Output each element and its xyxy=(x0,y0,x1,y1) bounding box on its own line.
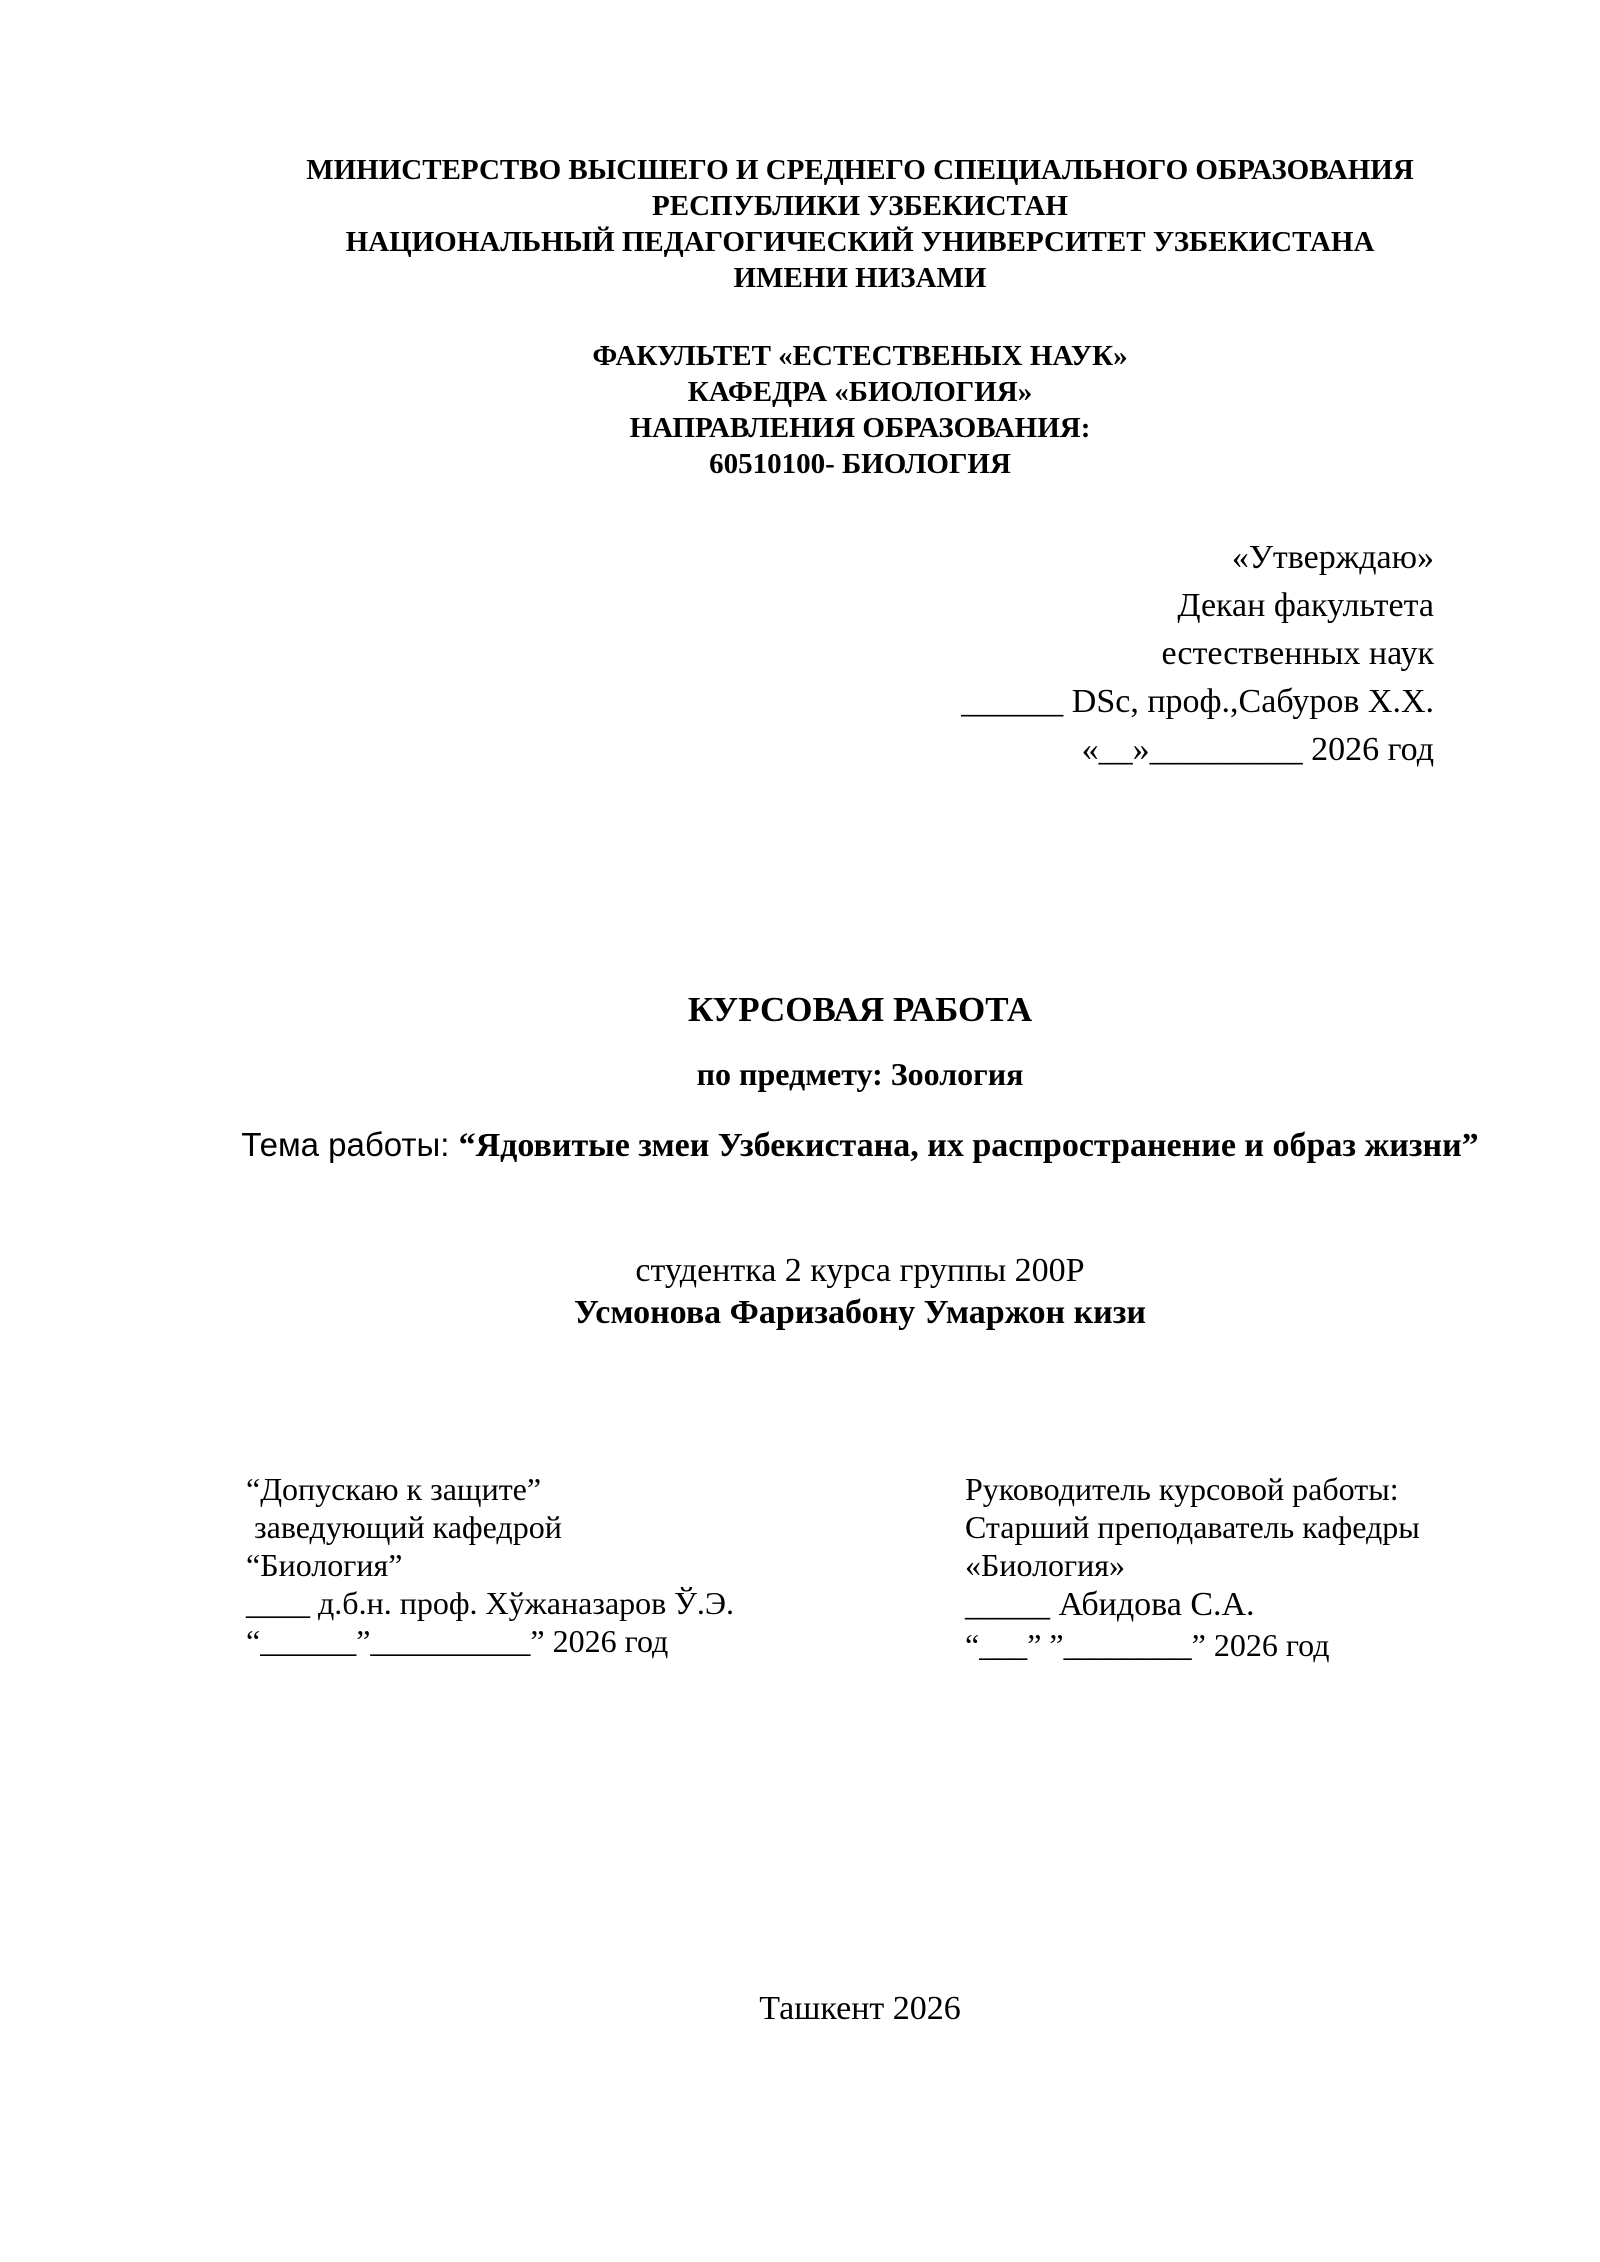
supervisor-line-2: Старший преподаватель кафедры xyxy=(965,1509,1420,1545)
header-line-1: МИНИСТЕРСТВО ВЫСШЕГО И СРЕДНЕГО СПЕЦИАЛЬНОГО ОБРАЗОВАНИЯ xyxy=(306,154,1414,186)
approval-line-3: естественных наук xyxy=(1161,635,1434,672)
topic-block xyxy=(200,1112,1520,1179)
subject-line: по предмету: Зоология xyxy=(696,1056,1024,1092)
approval-block xyxy=(961,534,1434,774)
supervisor-block xyxy=(965,1470,1420,1664)
faculty-block xyxy=(200,338,1520,482)
admission-block xyxy=(246,1470,734,1660)
topic-label: Тема работы: xyxy=(241,1126,459,1163)
supervisor-line-1: Руководитель курсовой работы: xyxy=(965,1471,1399,1507)
work-type-title: КУРСОВАЯ РАБОТА xyxy=(687,990,1033,1029)
supervisor-line-5: “___” ”________” 2026 год xyxy=(965,1627,1330,1663)
supervisor-line-4: _____ Абидова С.А. xyxy=(965,1586,1255,1623)
header-line-4: ИМЕНИ НИЗАМИ xyxy=(733,262,987,294)
header-line-3: НАЦИОНАЛЬНЫЙ ПЕДАГОГИЧЕСКИЙ УНИВЕРСИТЕТ УЗБЕКИСТАНА xyxy=(345,226,1375,258)
ministry-header xyxy=(200,152,1520,296)
header-line-2: РЕСПУБЛИКИ УЗБЕКИСТАН xyxy=(652,190,1068,222)
student-name: Усмонова Фаризабону Умаржон кизи xyxy=(573,1294,1147,1331)
approval-line-2: Декан факультета xyxy=(1177,587,1434,624)
admission-line-5: “______”__________” 2026 год xyxy=(246,1623,669,1659)
faculty-line-4: 60510100- БИОЛОГИЯ xyxy=(709,448,1011,480)
city-year: Ташкент 2026 xyxy=(759,1990,961,2027)
topic-value: “Ядовитые змеи Узбекистана, их распространение и образ жизни” xyxy=(458,1127,1479,1164)
approval-line-4: ______ DSc, проф.,Сабуров Х.Х. xyxy=(961,683,1434,720)
faculty-line-3: НАПРАВЛЕНИЯ ОБРАЗОВАНИЯ: xyxy=(629,412,1091,444)
supervisor-line-3: «Биология» xyxy=(965,1547,1126,1583)
admission-line-1: “Допускаю к защите” xyxy=(246,1471,542,1507)
admission-line-2: заведующий кафедрой xyxy=(246,1509,562,1545)
approval-line-5: «__»_________ 2026 год xyxy=(1081,731,1434,768)
admission-line-3: “Биология” xyxy=(246,1547,403,1583)
approval-line-1: «Утверждаю» xyxy=(1231,539,1434,576)
student-course-line: студентка 2 курса группы 200Р xyxy=(635,1252,1085,1289)
faculty-line-2: КАФЕДРА «БИОЛОГИЯ» xyxy=(687,376,1033,408)
faculty-line-1: ФАКУЛЬТЕТ «ЕСТЕСТВЕНЫХ НАУК» xyxy=(592,340,1128,372)
admission-line-4: ____ д.б.н. проф. Хўжаназаров Ў.Э. xyxy=(246,1585,735,1621)
